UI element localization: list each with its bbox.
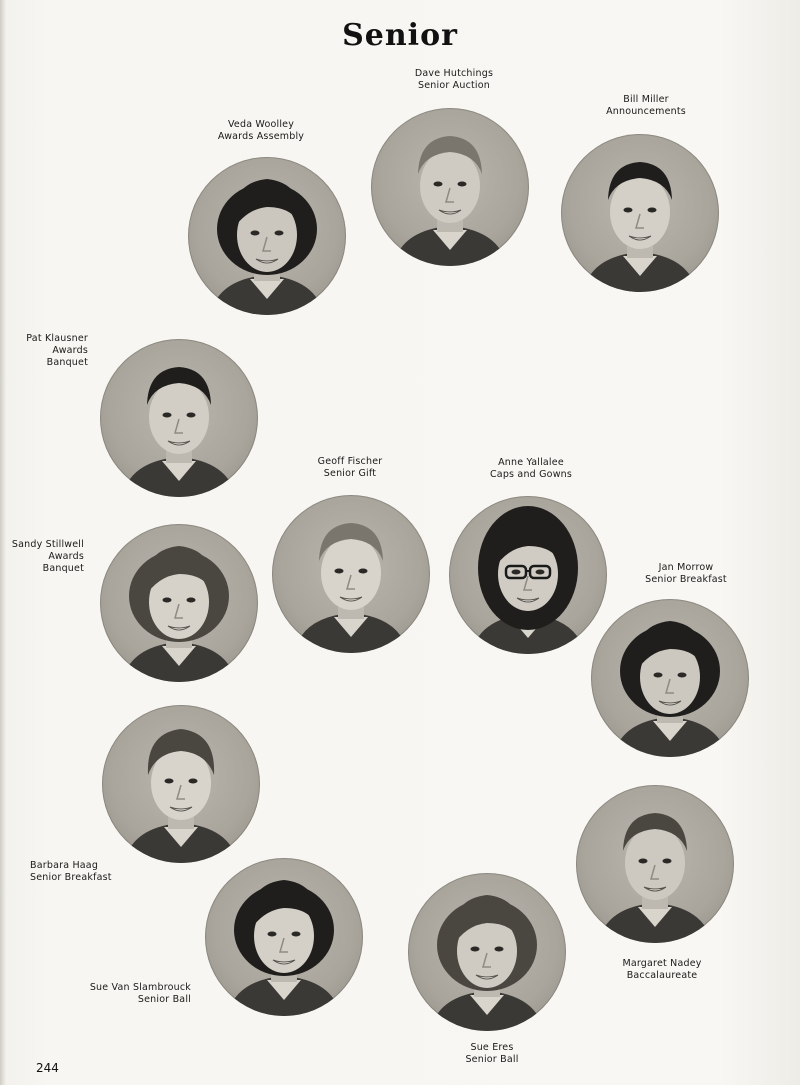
student-role: Awards Assembly	[217, 131, 305, 142]
student-role: Senior Ball	[465, 1054, 519, 1065]
student-role: Senior Ball	[137, 994, 191, 1005]
page-number: 244	[36, 1061, 59, 1075]
caption-sandy-stillwell	[6, 539, 84, 575]
portrait-barbara-haag	[102, 705, 260, 863]
caption-geoff-fischer	[290, 456, 410, 480]
portrait-bill-miller	[561, 134, 719, 292]
caption-veda-woolley	[196, 119, 326, 143]
portrait-photo	[102, 705, 260, 863]
caption-sue-van-slambrouck	[46, 982, 191, 1006]
caption-pat-klausner	[10, 333, 88, 369]
student-role: Awards	[48, 551, 84, 562]
portrait-photo	[100, 339, 258, 497]
portrait-margaret-nadey	[576, 785, 734, 943]
caption-jan-morrow	[626, 562, 746, 586]
student-name: Geoff Fischer	[317, 456, 383, 467]
portrait-photo	[272, 495, 430, 653]
caption-margaret-nadey	[602, 958, 722, 982]
caption-bill-miller	[586, 94, 706, 118]
student-role: Awards	[52, 345, 88, 356]
portrait-dave-hutchings	[371, 108, 529, 266]
student-role: Senior Breakfast	[30, 872, 112, 883]
student-role: Senior Gift	[323, 468, 377, 479]
student-name: Margaret Nadey	[622, 958, 702, 969]
student-name: Dave Hutchings	[414, 68, 494, 79]
portrait-sandy-stillwell	[100, 524, 258, 682]
portrait-photo	[205, 858, 363, 1016]
portrait-photo	[591, 599, 749, 757]
portrait-sue-eres	[408, 873, 566, 1031]
portrait-veda-woolley	[188, 157, 346, 315]
student-name: Sue Eres	[470, 1042, 514, 1053]
student-name: Pat Klausner	[26, 333, 88, 344]
portrait-sue-van-slambrouck	[205, 858, 363, 1016]
portrait-photo	[576, 785, 734, 943]
student-role: Announcements	[606, 106, 686, 117]
student-role: Senior Breakfast	[645, 574, 727, 585]
portrait-pat-klausner	[100, 339, 258, 497]
caption-barbara-haag	[30, 860, 150, 884]
caption-anne-yallalee	[471, 457, 591, 481]
student-role: Senior Auction	[417, 80, 490, 91]
student-name: Bill Miller	[623, 94, 669, 105]
student-role: Banquet	[42, 563, 84, 574]
page-title: Senior	[342, 18, 458, 53]
portrait-anne-yallalee	[449, 496, 607, 654]
portrait-jan-morrow	[591, 599, 749, 757]
portrait-geoff-fischer	[272, 495, 430, 653]
portrait-photo	[100, 524, 258, 682]
portrait-photo	[561, 134, 719, 292]
student-role: Banquet	[46, 357, 88, 368]
student-role: Baccalaureate	[626, 970, 698, 981]
student-name: Barbara Haag	[30, 860, 99, 871]
portrait-photo	[188, 157, 346, 315]
student-role: Caps and Gowns	[489, 469, 573, 480]
caption-sue-eres	[432, 1042, 552, 1066]
caption-dave-hutchings	[394, 68, 514, 92]
portrait-photo	[449, 496, 607, 654]
student-name: Sue Van Slambrouck	[89, 982, 191, 993]
student-name: Jan Morrow	[658, 562, 714, 573]
student-name: Sandy Stillwell	[11, 539, 84, 550]
portrait-photo	[371, 108, 529, 266]
student-name: Anne Yallalee	[498, 457, 564, 468]
portrait-photo	[408, 873, 566, 1031]
student-name: Veda Woolley	[227, 119, 295, 130]
